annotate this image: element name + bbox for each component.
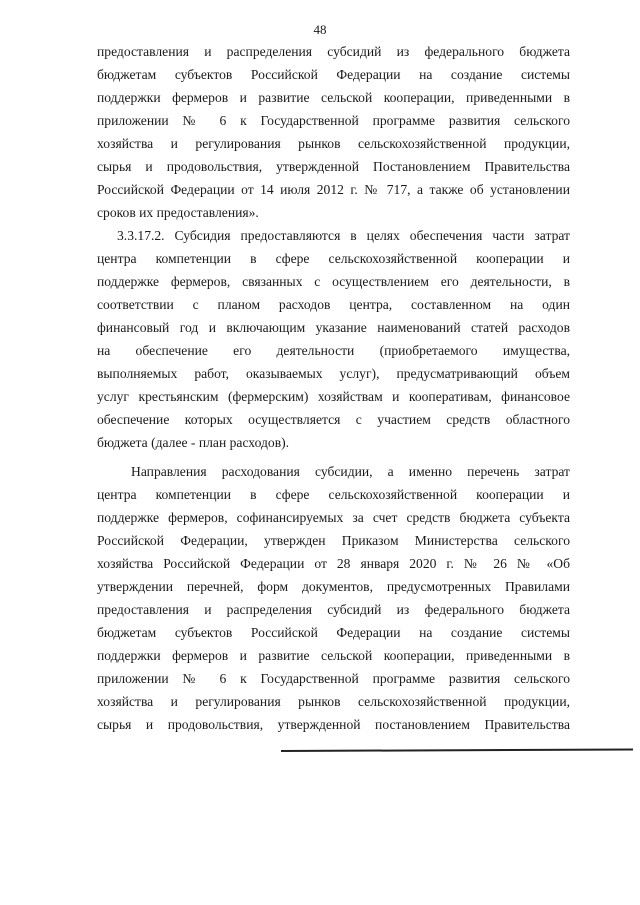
text-line: финансовый год и включающим указание наименований статей расходов — [97, 320, 570, 335]
text-line: выполняемых работ, оказываемых услуг), предусматривающий объем — [97, 366, 570, 381]
text-line: Российской Федерации от 14 июля 2012 г. № 717, а также об установлении — [97, 182, 570, 197]
text-line: обеспечение которых осуществляется с участием средств областного — [97, 412, 570, 427]
footer-rule — [281, 748, 633, 752]
text-line: Направления расходования субсидии, а именно перечень затрат — [131, 464, 570, 479]
text-line: услуг крестьянским (фермерским) хозяйствам и кооперативам, финансовое — [97, 389, 570, 404]
text-line: на обеспечение его деятельности (приобретаемого имущества, — [97, 343, 570, 358]
text-line: соответствии с планом расходов центра, составленном на один — [97, 297, 570, 312]
text-line: поддержки фермеров и развитие сельской кооперации, приведенными в — [97, 90, 570, 105]
text-line: утверждении перечней, форм документов, предусмотренных Правилами — [97, 579, 570, 594]
text-line: бюджетам субъектов Российской Федерации на создание системы — [97, 625, 570, 640]
text-line: бюджета (далее - план расходов). — [97, 435, 290, 450]
text-line: сроков их предоставления». — [97, 205, 259, 220]
text-line: предоставления и распределения субсидий из федерального бюджета — [97, 602, 570, 617]
text-line: предоставления и распределения субсидий из федерального бюджета — [97, 44, 570, 59]
text-line: поддержке фермеров, софинансируемых за счет средств бюджета субъекта — [97, 510, 570, 525]
text-line: центра компетенции в сфере сельскохозяйственной кооперации и — [97, 251, 570, 266]
text-line: хозяйства и регулирования рынков сельскохозяйственной продукции, — [97, 694, 570, 709]
text-line: центра компетенции в сфере сельскохозяйственной кооперации и — [97, 487, 570, 502]
text-line: Российской Федерации, утвержден Приказом Министерства сельского — [97, 533, 570, 548]
text-line: приложении № 6 к Государственной программе развития сельского — [97, 113, 570, 128]
text-line: поддержки фермеров и развитие сельской кооперации, приведенными в — [97, 648, 570, 663]
text-line: бюджетам субъектов Российской Федерации на создание системы — [97, 67, 570, 82]
text-line: хозяйства Российской Федерации от 28 января 2020 г. № 26 № «Об — [97, 556, 570, 571]
text-line: хозяйства и регулирования рынков сельскохозяйственной продукции, — [97, 136, 570, 151]
page-number: 48 — [313, 22, 327, 37]
text-line: сырья и продовольствия, утвержденной постановлением Правительства — [97, 717, 570, 732]
text-line: сырья и продовольствия, утвержденной Постановлением Правительства — [97, 159, 570, 174]
text-line: поддержке фермеров, связанных с осуществлением его деятельности, в — [97, 274, 570, 289]
text-line: приложении № 6 к Государственной программе развития сельского — [97, 671, 570, 686]
text-line: 3.3.17.2. Субсидия предоставляются в целях обеспечения части затрат — [117, 228, 570, 243]
